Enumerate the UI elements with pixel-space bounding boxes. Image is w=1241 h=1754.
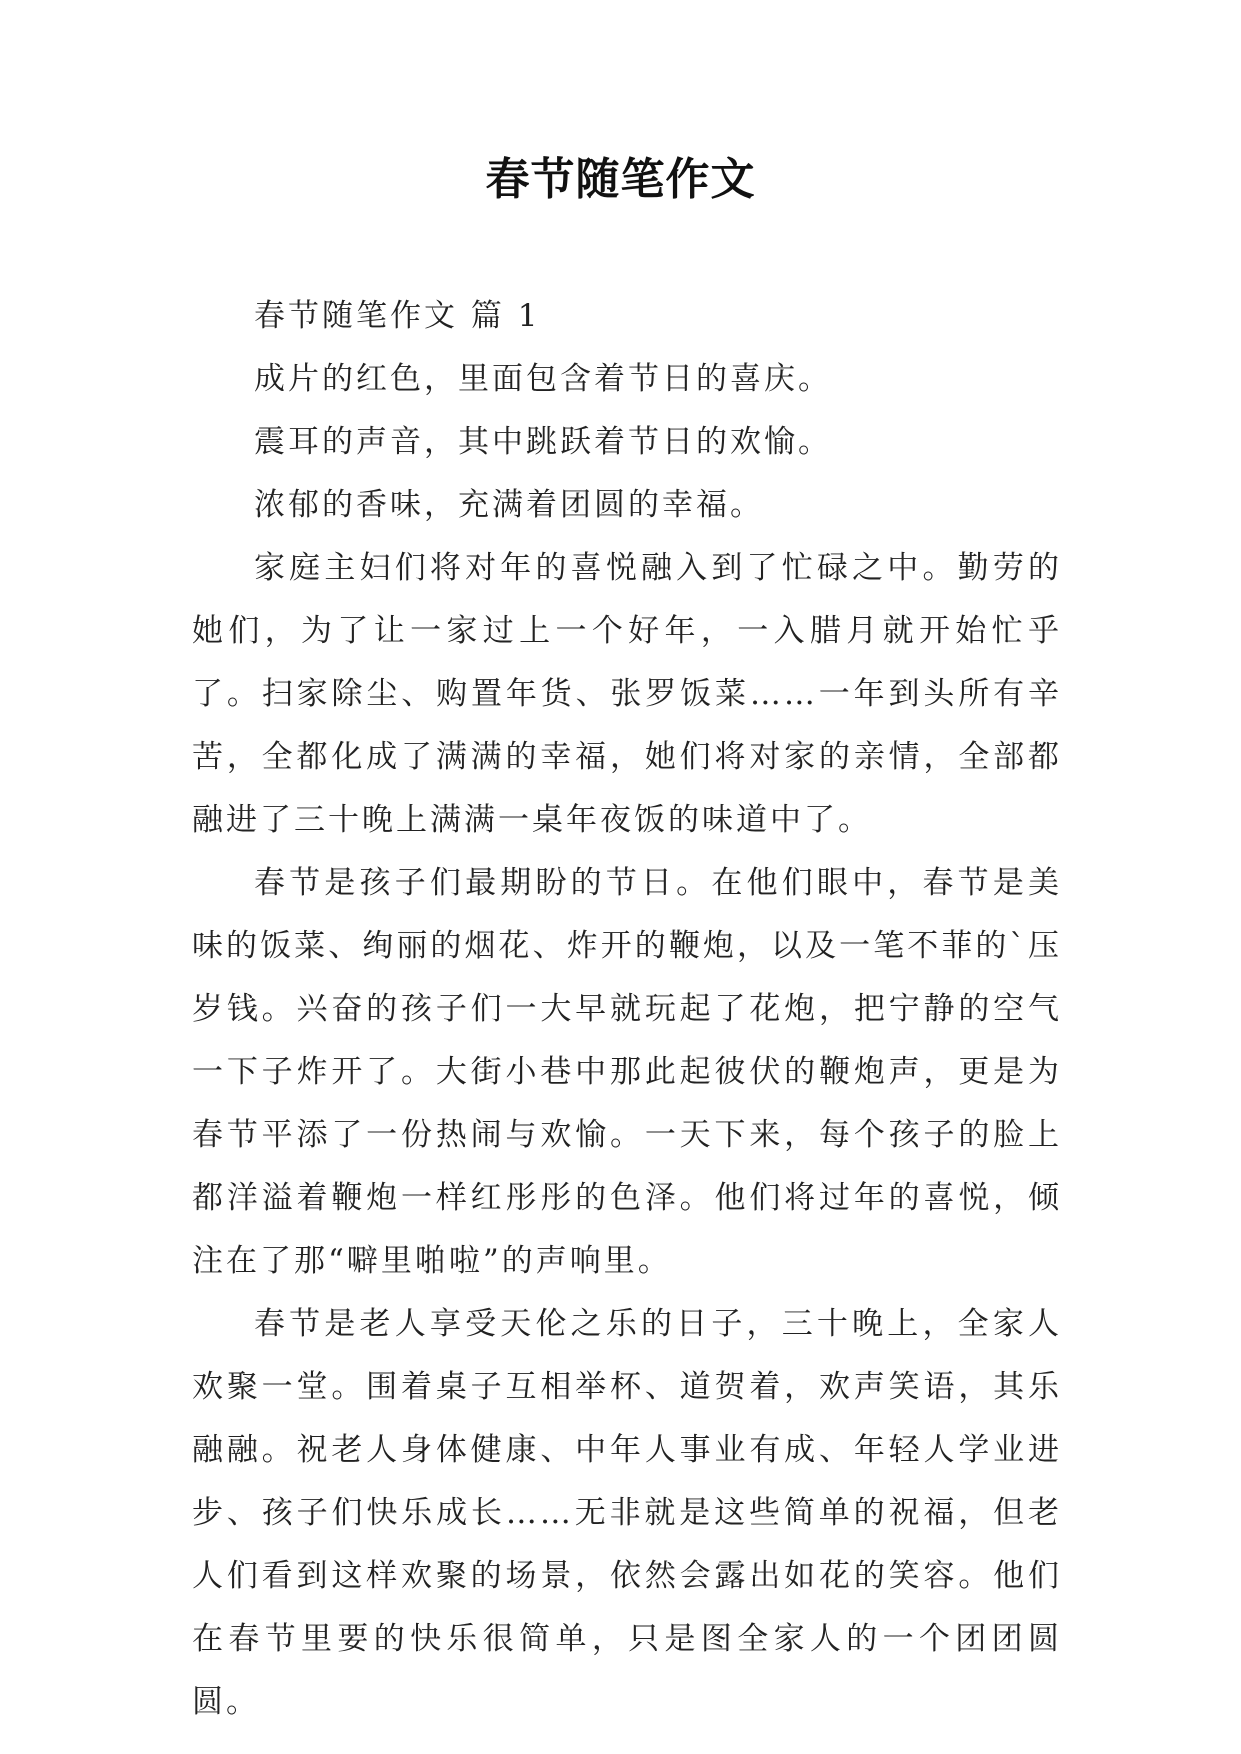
article-body	[192, 285, 1062, 1734]
paragraph: 浓郁的香味，充满着团圆的幸福。	[254, 487, 764, 523]
paragraph: 春节是老人享受天伦之乐的日子，三十晚上，全家人欢聚一堂。围着桌子互相举杯、道贺着，欢声笑语，其乐融融。祝老人身体健康、中年人事业有成、年轻人学业进步、孩子们快乐成长……无非就是这些简单的祝福，但老人们看到这样欢聚的场景，依然会露出如花的笑容。他们在春节里要的快乐很简单，只是图全家人的一个团团圆圆。	[192, 1306, 1062, 1720]
article-heading: 春节随笔作文 篇 1	[254, 298, 541, 334]
paragraph: 震耳的声音，其中跳跃着节日的欢愉。	[254, 424, 832, 460]
paragraph: 春节是孩子们最期盼的节日。在他们眼中，春节是美味的饭菜、绚丽的烟花、炸开的鞭炮，以及一笔不菲的`压岁钱。兴奋的孩子们一大早就玩起了花炮，把宁静的空气一下子炸开了。大街小巷中那此起彼伏的鞭炮声，更是为春节平添了一份热闹与欢愉。一天下来，每个孩子的脸上都洋溢着鞭炮一样红彤彤的色泽。他们将过年的喜悦，倾注在了那“噼里啪啦”的声响里。	[192, 865, 1062, 1279]
paragraph: 成片的红色，里面包含着节日的喜庆。	[254, 361, 832, 397]
page-title: 春节随笔作文	[485, 154, 756, 205]
paragraph: 家庭主妇们将对年的喜悦融入到了忙碌之中。勤劳的她们，为了让一家过上一个好年，一入腊月就开始忙乎了。扫家除尘、购置年货、张罗饭菜……一年到头所有辛苦，全都化成了满满的幸福，她们将对家的亲情，全部都融进了三十晚上满满一桌年夜饭的味道中了。	[192, 550, 1062, 838]
